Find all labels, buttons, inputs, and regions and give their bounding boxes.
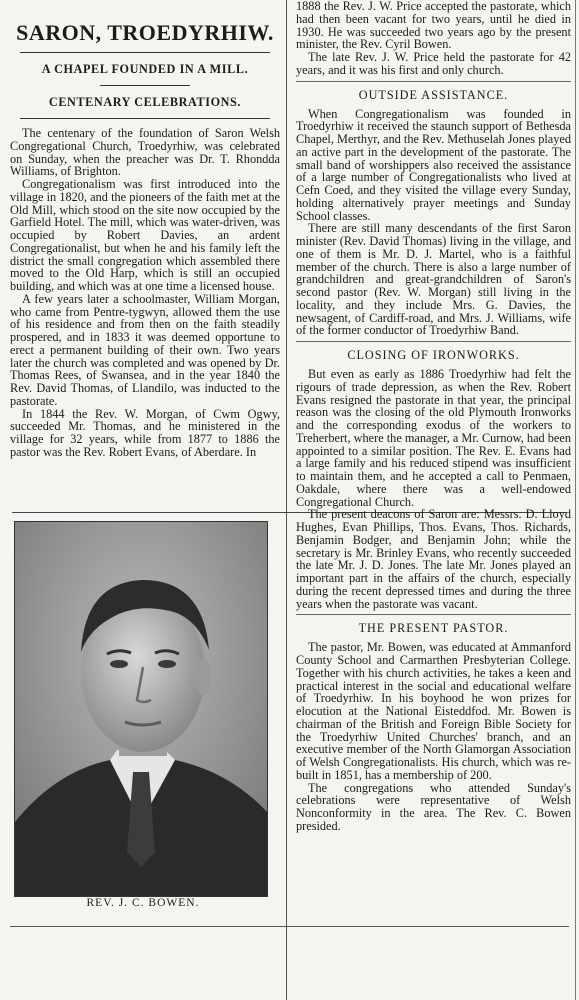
section-heading-outside-assistance: OUTSIDE ASSISTANCE. xyxy=(358,87,509,102)
section-heading-closing-of-ironworks: CLOSING OF IRONWORKS. xyxy=(347,348,520,362)
paragraph: The pastor, Mr. Bowen, was educated at Ammanford County School and Carmarthen Presbyterian College. Together with his church activities, he takes a keen and practical interest in the social and educational welfare of Troedyrhiw. In his boyhood he won prizes for elocution at the National Eisteddfod. Mr. Bowen is chairman of the British and Foreign Bible Society for the Troedyrhiw United Churches' branch, and an executive member of the North Glamorgan Association of Welsh Congregationalists. His church, which was re-built in 1851, has a membership of 200. xyxy=(296,640,571,782)
section-rule xyxy=(296,614,571,615)
portrait-photo xyxy=(14,521,268,897)
right-column xyxy=(290,0,576,1000)
section-body xyxy=(296,108,571,338)
paragraph: When Congregationalism was founded in Troedyrhiw it received the staunch support of Bethesda Chapel, Merthyr, and the Rev. Methuselah Jones played an active part in the development of the pastorate. The small band of worshippers also received the assistance of a large number of Congregationalists who lived at Cefn Coed, and they visited the village every Sunday, holding alternatively prayer meetings and Sunday School classes. xyxy=(296,106,571,223)
right-intro xyxy=(296,0,571,77)
subtitle-rule-2 xyxy=(20,118,270,119)
left-body xyxy=(10,127,280,459)
paragraph: The congregations who attended Sunday's celebrations were representative of Welsh Nonconformity in the area. The Rev. C. Bowen presided. xyxy=(296,780,571,833)
paragraph: 1888 the Rev. J. W. Price accepted the pastorate, which had then been vacant for two years, until he died in 1930. He was succeeded two years ago by the present minister, the Rev. Cyril Bowen. xyxy=(296,0,571,52)
paragraph: In 1844 the Rev. W. Morgan, of Cwm Ogwy, succeeded Mr. Thomas, and he ministered in the village for 32 years, while from 1877 to 1886 the pastor was the Rev. Robert Evans, of Aberdare. In xyxy=(10,406,280,459)
paragraph: A few years later a schoolmaster, William Morgan, who came from Pentre-tygwyn, allowed them the use of his residence and from then on the faith steadily prospered, and in 1833 it was deemed opportune to erect a permanent building of their own. Two years later the church was completed and was opened by Dr. Thomas Rees, of Swansea, and in the year 1840 the Rev. David Thomas, of Llandilo, was inducted to the pastorate. xyxy=(10,291,280,408)
paragraph: The late Rev. J. W. Price held the pastorate for 42 years, and it was his first and only church. xyxy=(296,50,571,77)
paragraph: The centenary of the foundation of Saron Welsh Congregational Church, Troedyrhiw, was celebrated on Sunday, when the preacher was Dr. T. Rhondda Williams, of Brighton. xyxy=(10,126,280,179)
section-body xyxy=(296,641,571,832)
section-rule xyxy=(296,81,571,82)
paragraph: But even as early as 1886 Troedyrhiw had felt the rigours of trade depression, as when the Rev. Robert Evans resigned the pastorate in that year, the principal reason was the closing of the old Plymouth Ironworks and the corresponding exodus of the workers to Treherbert, where the manager, a Mr. Curnow, had been appointed to a similar position. The Rev. E. Evans had a large family and his reduced stipend was insufficient to maintain them, and he accepted a call to Penmaen, Oakdale, where there was a well-endowed Congregational Church. xyxy=(296,367,571,509)
subtitle-rule xyxy=(100,85,190,86)
photo-caption: REV. J. C. BOWEN. xyxy=(86,897,200,909)
paragraph: Congregationalism was first introduced into the village in 1820, and the pioneers of the faith met at the Old Mill, which stood on the site now occupied by the Garfield Hotel. The mill, which was water-driven, was occupied by Robert Davies, an ardent Congregationalist, but when he and his family left the district the small congregation which assembled there moved to the Old Harp, which is still an occupied building, and which was at one time a licensed house. xyxy=(10,177,280,293)
article-subtitle: A CHAPEL FOUNDED IN A MILL. xyxy=(41,62,249,76)
section-body xyxy=(296,368,571,610)
paragraph: There are still many descendants of the first Saron minister (Rev. David Thomas) living in the village, and one of them is Mr. D. J. Martel, who is a faithful member of the church. There is also a large number of grandchildren and great-grandchildren of Saron's second pastor (Rev. W. Morgan) still living in the locality, and they include Mrs. G. Davies, the newsagent, of Cardiff-road, and Mrs. J. Williams, wife of the former conductor of Troedyrhiw Band. xyxy=(296,221,571,338)
article-subtitle-2: CENTENARY CELEBRATIONS. xyxy=(48,95,242,109)
section-heading-present-pastor: THE PRESENT PASTOR. xyxy=(358,621,509,636)
section-rule xyxy=(296,341,571,342)
article-title: SARON, TROEDYRHIW. xyxy=(16,20,274,45)
title-rule xyxy=(20,52,270,53)
paragraph: The present deacons of Saron are: Messrs. D. Lloyd Hughes, Evan Phillips, Thos. Evans, Thos. Richards, Benjamin Bodger, and Benjamin John; while the secretary is Mr. Brinley Evans, who recently succeeded the late Mr. J. D. Jones. The late Mr. Jones played an important part in the affairs of the church, especially during the recent depressed times and during the three years when the pastorate was vacant. xyxy=(296,507,571,611)
